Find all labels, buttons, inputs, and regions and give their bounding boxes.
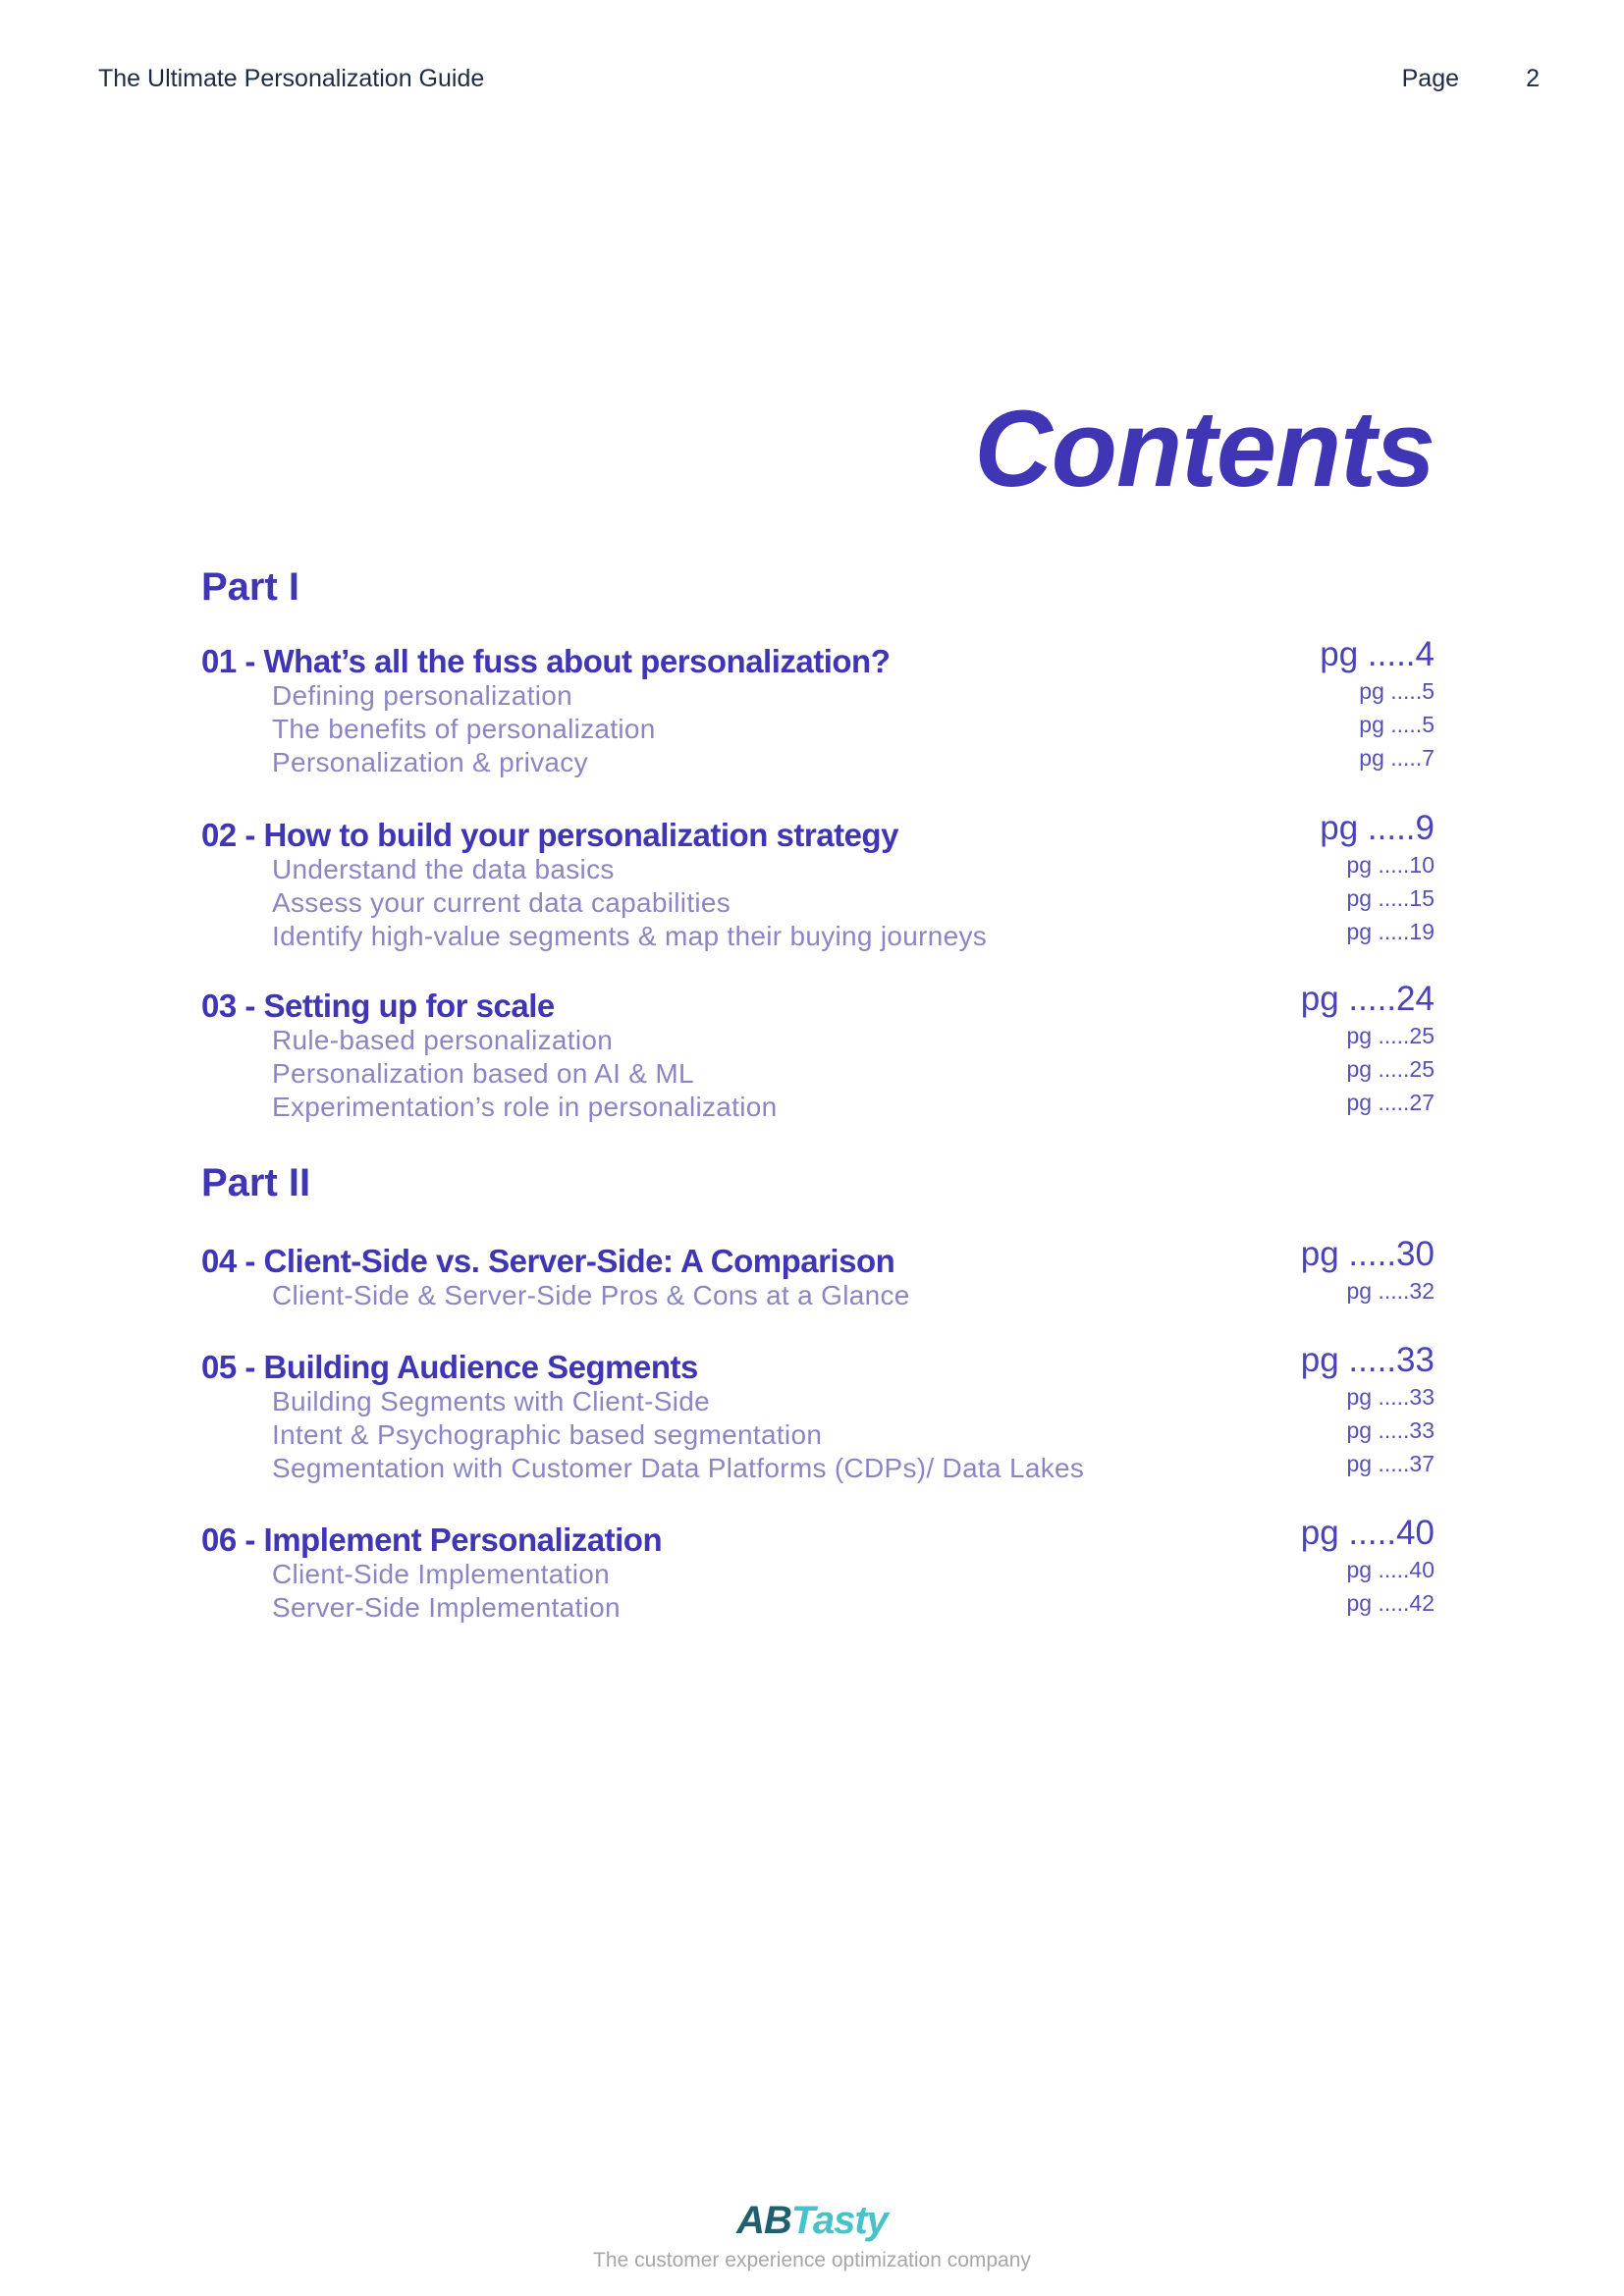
section-page-ref: pg .....33	[1300, 1341, 1435, 1379]
subsection-title: Identify high-value segments & map their buying journeys	[272, 921, 988, 951]
subsection-title: Rule-based personalization	[272, 1025, 614, 1055]
subsection-page-ref: pg .....5	[1359, 678, 1435, 704]
subsection-page-ref: pg .....27	[1346, 1090, 1435, 1115]
logo-tasty: Tasty	[790, 2199, 888, 2242]
section-page-ref: pg .....4	[1320, 635, 1435, 673]
toc-section-row[interactable]	[201, 980, 1435, 1024]
toc-subsection-row[interactable]	[201, 1590, 1435, 1624]
toc-subsection-row[interactable]	[201, 1417, 1435, 1451]
subsection-page-ref: pg .....7	[1359, 745, 1435, 771]
toc-subsection-row[interactable]	[201, 712, 1435, 745]
subsection-page-ref: pg .....10	[1346, 852, 1435, 878]
toc-subsection-row[interactable]	[201, 919, 1435, 952]
toc-subsection-row[interactable]	[201, 1451, 1435, 1484]
subsection-page-ref: pg .....25	[1346, 1023, 1435, 1048]
subsection-title: Assess your current data capabilities	[272, 887, 731, 918]
page-number: 2	[1526, 65, 1540, 92]
toc-subsection-row[interactable]	[201, 1278, 1435, 1311]
section-title: 01 - What’s all the fuss about personalization?	[201, 643, 891, 679]
part-heading-2: Part II	[201, 1161, 311, 1204]
toc-subsection-row[interactable]	[201, 745, 1435, 778]
toc-subsection-row[interactable]	[201, 1023, 1435, 1056]
running-header	[98, 65, 1540, 100]
subsection-page-ref: pg .....5	[1359, 712, 1435, 737]
section-title: 06 - Implement Personalization	[201, 1522, 663, 1558]
toc-section-row[interactable]	[201, 1514, 1435, 1558]
subsection-title: Personalization based on AI & ML	[272, 1058, 694, 1089]
section-title: 02 - How to build your personalization strategy	[201, 817, 898, 853]
subsection-page-ref: pg .....40	[1346, 1557, 1435, 1582]
document-title: The Ultimate Personalization Guide	[98, 65, 485, 92]
section-title: 05 - Building Audience Segments	[201, 1349, 698, 1385]
subsection-title: Experimentation’s role in personalization	[272, 1092, 778, 1122]
subsection-page-ref: pg .....19	[1346, 919, 1435, 944]
toc-section-04	[201, 1235, 1435, 1311]
subsection-title: Defining personalization	[272, 680, 573, 711]
toc-section-06	[201, 1514, 1435, 1624]
subsection-page-ref: pg .....33	[1346, 1384, 1435, 1410]
subsection-title: Segmentation with Customer Data Platforms (CDPs)/ Data Lakes	[272, 1453, 1085, 1483]
section-page-ref: pg .....30	[1300, 1235, 1435, 1273]
page-label: Page	[1401, 65, 1459, 92]
subsection-title: Client-Side Implementation	[272, 1559, 610, 1589]
subsection-title: Understand the data basics	[272, 854, 615, 884]
section-page-ref: pg .....40	[1300, 1514, 1435, 1552]
part-heading-1: Part I	[201, 565, 300, 609]
subsection-page-ref: pg .....25	[1346, 1056, 1435, 1082]
toc-section-row[interactable]	[201, 1235, 1435, 1279]
subsection-page-ref: pg .....15	[1346, 885, 1435, 911]
section-title: 03 - Setting up for scale	[201, 988, 555, 1024]
footer-brand	[0, 2199, 1624, 2272]
subsection-title: The benefits of personalization	[272, 714, 656, 744]
toc-subsection-row[interactable]	[201, 1090, 1435, 1123]
logo-ab: AB	[736, 2199, 791, 2242]
subsection-page-ref: pg .....32	[1346, 1278, 1435, 1304]
toc-subsection-row[interactable]	[201, 885, 1435, 919]
toc-section-row[interactable]	[201, 635, 1435, 679]
contents-heading: Contents	[974, 389, 1435, 509]
toc-section-row[interactable]	[201, 809, 1435, 853]
subsection-title: Personalization & privacy	[272, 747, 588, 777]
section-page-ref: pg .....24	[1300, 980, 1435, 1018]
toc-section-row[interactable]	[201, 1341, 1435, 1385]
toc-section-03	[201, 980, 1435, 1123]
subsection-title: Client-Side & Server-Side Pros & Cons at a Glance	[272, 1280, 910, 1310]
subsection-page-ref: pg .....33	[1346, 1417, 1435, 1443]
toc-section-02	[201, 809, 1435, 952]
subsection-title: Building Segments with Client-Side	[272, 1386, 710, 1416]
ab-tasty-logo	[736, 2199, 888, 2243]
subsection-title: Server-Side Implementation	[272, 1592, 621, 1623]
toc-section-01	[201, 635, 1435, 778]
subsection-page-ref: pg .....37	[1346, 1451, 1435, 1476]
section-page-ref: pg .....9	[1320, 809, 1435, 847]
section-title: 04 - Client-Side vs. Server-Side: A Comparison	[201, 1243, 895, 1279]
toc-section-05	[201, 1341, 1435, 1484]
toc-subsection-row[interactable]	[201, 678, 1435, 712]
brand-tagline: The customer experience optimization company	[593, 2249, 1031, 2271]
subsection-title: Intent & Psychographic based segmentation	[272, 1419, 823, 1450]
toc-subsection-row[interactable]	[201, 1384, 1435, 1417]
toc-subsection-row[interactable]	[201, 852, 1435, 885]
toc-subsection-row[interactable]	[201, 1056, 1435, 1090]
subsection-page-ref: pg .....42	[1346, 1590, 1435, 1616]
toc-subsection-row[interactable]	[201, 1557, 1435, 1590]
